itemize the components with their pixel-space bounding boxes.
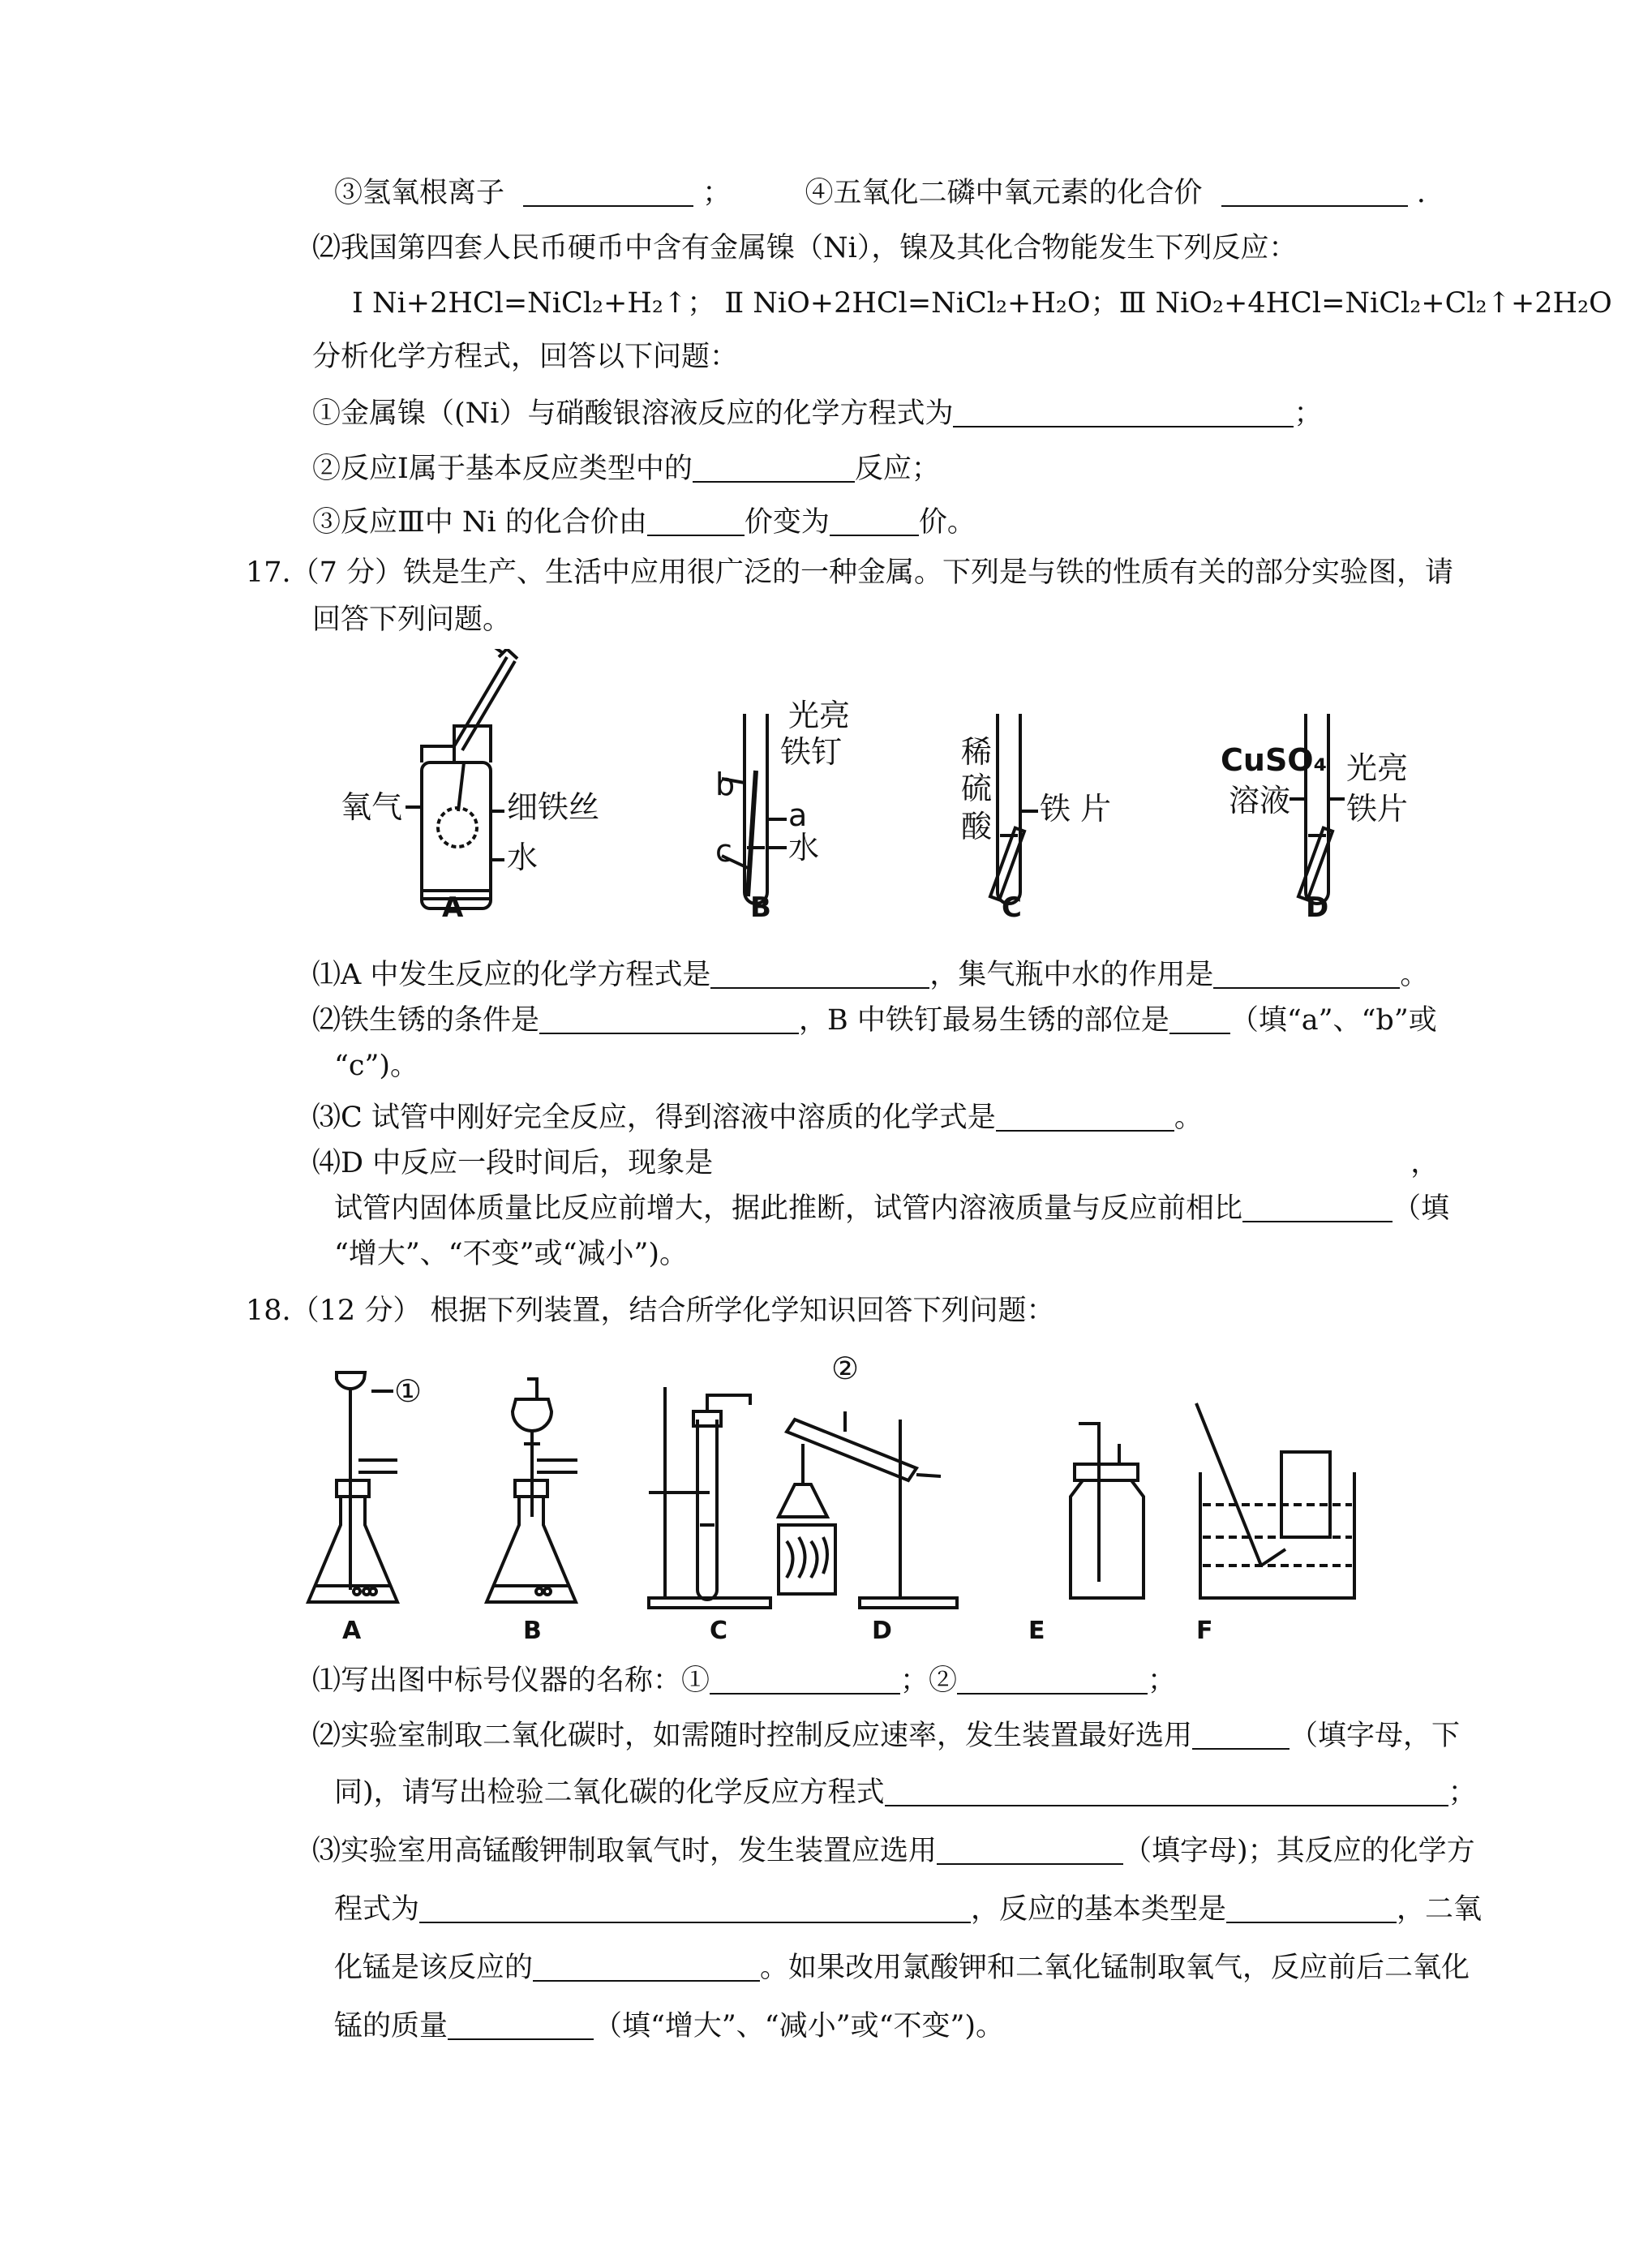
caption-b: B xyxy=(750,891,771,924)
caption-a: A xyxy=(442,891,464,924)
label-acid-3: 酸 xyxy=(961,809,993,844)
label-b: b xyxy=(715,767,736,802)
q17-sub1: ⑴A 中发生反应的化学方程式是 ，集气瓶中水的作用是 。 xyxy=(312,959,1429,991)
q17-stem: 17.（7 分）铁是生产、生活中应用很广泛的一种金属。下列是与铁的性质有关的部分实验图，请 xyxy=(246,556,1454,589)
label-nail-1: 光亮 xyxy=(788,698,851,733)
answer-blank[interactable] xyxy=(523,181,693,207)
caption-d: D xyxy=(872,1617,892,1645)
apparatus-b-test-tube xyxy=(722,714,787,904)
answer-blank[interactable] xyxy=(693,457,855,483)
apparatus-c-stand-tube xyxy=(649,1387,770,1608)
label-acid-2: 硫 xyxy=(961,771,993,806)
label-acid-1: 稀 xyxy=(961,734,993,770)
caption-a: A xyxy=(342,1617,362,1645)
mark-2: ② xyxy=(831,1355,860,1386)
label-cuso4: CuSO₄ xyxy=(1221,742,1328,778)
answer-blank[interactable] xyxy=(1221,181,1408,207)
answer-blank[interactable] xyxy=(1169,1008,1230,1034)
q17-sub4: ⑷D 中反应一段时间后，现象是 ， xyxy=(312,1147,1440,1179)
answer-blank[interactable] xyxy=(937,1839,1123,1865)
label-a: a xyxy=(788,797,808,833)
apparatus-f-trough xyxy=(1196,1403,1354,1598)
q16-sub2: ②反应Ⅰ属于基本反应类型中的 反应； xyxy=(312,453,940,485)
q17-stem-cont: 回答下列问题。 xyxy=(312,604,512,636)
label-c: c xyxy=(715,833,732,869)
label-iron-sheet: 铁 片 xyxy=(1040,791,1112,827)
label-nail-2: 铁钉 xyxy=(780,734,843,770)
caption-f: F xyxy=(1196,1617,1213,1645)
answer-blank[interactable] xyxy=(647,510,745,536)
q17-figure xyxy=(333,649,1484,925)
answer-blank[interactable] xyxy=(710,1669,900,1695)
q18-figure xyxy=(300,1355,1403,1647)
apparatus-b-flask xyxy=(487,1379,577,1602)
answer-blank[interactable] xyxy=(885,1780,1448,1806)
answer-blank[interactable] xyxy=(957,1669,1148,1695)
caption-c: C xyxy=(710,1617,728,1645)
answer-blank[interactable] xyxy=(1242,1196,1393,1222)
q18-stem: 18.（12 分） 根据下列装置，结合所学化学知识回答下列问题： xyxy=(246,1295,1055,1327)
label-solution: 溶液 xyxy=(1229,783,1291,818)
answer-blank[interactable] xyxy=(1213,963,1400,989)
caption-d: D xyxy=(1306,891,1329,924)
q18-sub2: ⑵实验室制取二氧化碳时，如需随时控制反应速率，发生装置最好选用 （填字母，下 xyxy=(312,1720,1461,1752)
q16-item3: ③氢氧根离子 xyxy=(334,177,505,209)
caption-e: E xyxy=(1028,1617,1045,1645)
q17-sub2-cont: “c”)。 xyxy=(334,1050,419,1082)
answer-blank[interactable] xyxy=(1192,1724,1290,1750)
label-water-b: 水 xyxy=(788,830,820,866)
analysis-prompt: 分析化学方程式，回答以下问题： xyxy=(312,341,739,373)
q18-sub1: ⑴写出图中标号仪器的名称：① ；② ； xyxy=(312,1664,1177,1697)
answer-blank[interactable] xyxy=(830,510,919,536)
q16-sub3: ③反应Ⅲ中 Ni 的化合价由 价变为 价。 xyxy=(312,506,976,539)
apparatus-c-test-tube xyxy=(990,714,1038,904)
mark-1: ① xyxy=(394,1373,423,1409)
label-water-a: 水 xyxy=(507,840,539,875)
answer-blank[interactable] xyxy=(419,1897,971,1923)
answer-blank[interactable] xyxy=(533,1956,760,1982)
label-bright-2: 铁片 xyxy=(1346,791,1409,827)
q18-sub3: ⑶实验室用高锰酸钾制取氧气时，发生装置应选用 （填字母)；其反应的化学方 xyxy=(312,1835,1475,1867)
label-oxygen: 氧气 xyxy=(341,789,403,825)
answer-blank[interactable] xyxy=(953,402,1294,427)
answer-blank[interactable] xyxy=(996,1106,1174,1132)
label-bright-1: 光亮 xyxy=(1346,750,1409,786)
caption-c: C xyxy=(1002,891,1022,924)
apparatus-a-flask xyxy=(308,1372,397,1602)
q18-sub3-cont2: 化锰是该反应的 。如果改用氯酸钾和二氧化锰制取氧气，反应前后二氧化 xyxy=(334,1952,1470,1984)
q16-item4: ④五氧化二磷中氧元素的化合价 xyxy=(805,177,1203,209)
apparatus-a-gas-jar xyxy=(422,649,517,908)
q17-sub4-cont: 试管内固体质量比反应前增大，据此推断，试管内溶液质量与反应前相比 （填 xyxy=(334,1192,1450,1225)
q16-part2-intro: ⑵我国第四套人民币硬币中含有金属镍（Ni），镍及其化合物能发生下列反应： xyxy=(312,232,1298,264)
caption-b: B xyxy=(523,1617,542,1645)
q18-sub3-cont3: 锰的质量 （填“增大”、“减小”或“不变”)。 xyxy=(334,2010,1005,2042)
q16-item3-line: ③氢氧根离子 ； ④五氧化二磷中氧元素的化合价 . xyxy=(334,177,1426,209)
q18-sub2-cont: 同)，请写出检验二氧化碳的化学反应方程式 ； xyxy=(334,1776,1477,1809)
q17-sub3: ⑶C 试管中刚好完全反应，得到溶液中溶质的化学式是 。 xyxy=(312,1102,1203,1134)
reaction-equations: Ⅰ Ni+2HCl=NiCl₂+H₂↑； Ⅱ NiO+2HCl=NiCl₂+H₂O；Ⅲ NiO₂+4HCl=NiCl₂+Cl₂↑+2H₂O xyxy=(352,287,1612,320)
q18-sub3-cont: 程式为 ，反应的基本类型是 ，二氧 xyxy=(334,1893,1483,1926)
apparatus-d-heating xyxy=(779,1420,957,1608)
answer-blank[interactable] xyxy=(448,2014,594,2040)
apparatus-e-bottle xyxy=(1071,1424,1144,1598)
q17-sub4-cont2: “增大”、“不变”或“减小”)。 xyxy=(334,1238,689,1270)
answer-blank[interactable] xyxy=(710,963,929,989)
answer-blank[interactable] xyxy=(1226,1897,1397,1923)
answer-blank[interactable] xyxy=(539,1008,799,1034)
q16-sub1: ①金属镍（(Ni）与硝酸银溶液反应的化学方程式为 ； xyxy=(312,397,1323,430)
q17-sub2: ⑵铁生锈的条件是 ，B 中铁钉最易生锈的部位是 （填“a”、“b”或 xyxy=(312,1004,1437,1037)
label-iron-wire: 细铁丝 xyxy=(507,789,600,825)
